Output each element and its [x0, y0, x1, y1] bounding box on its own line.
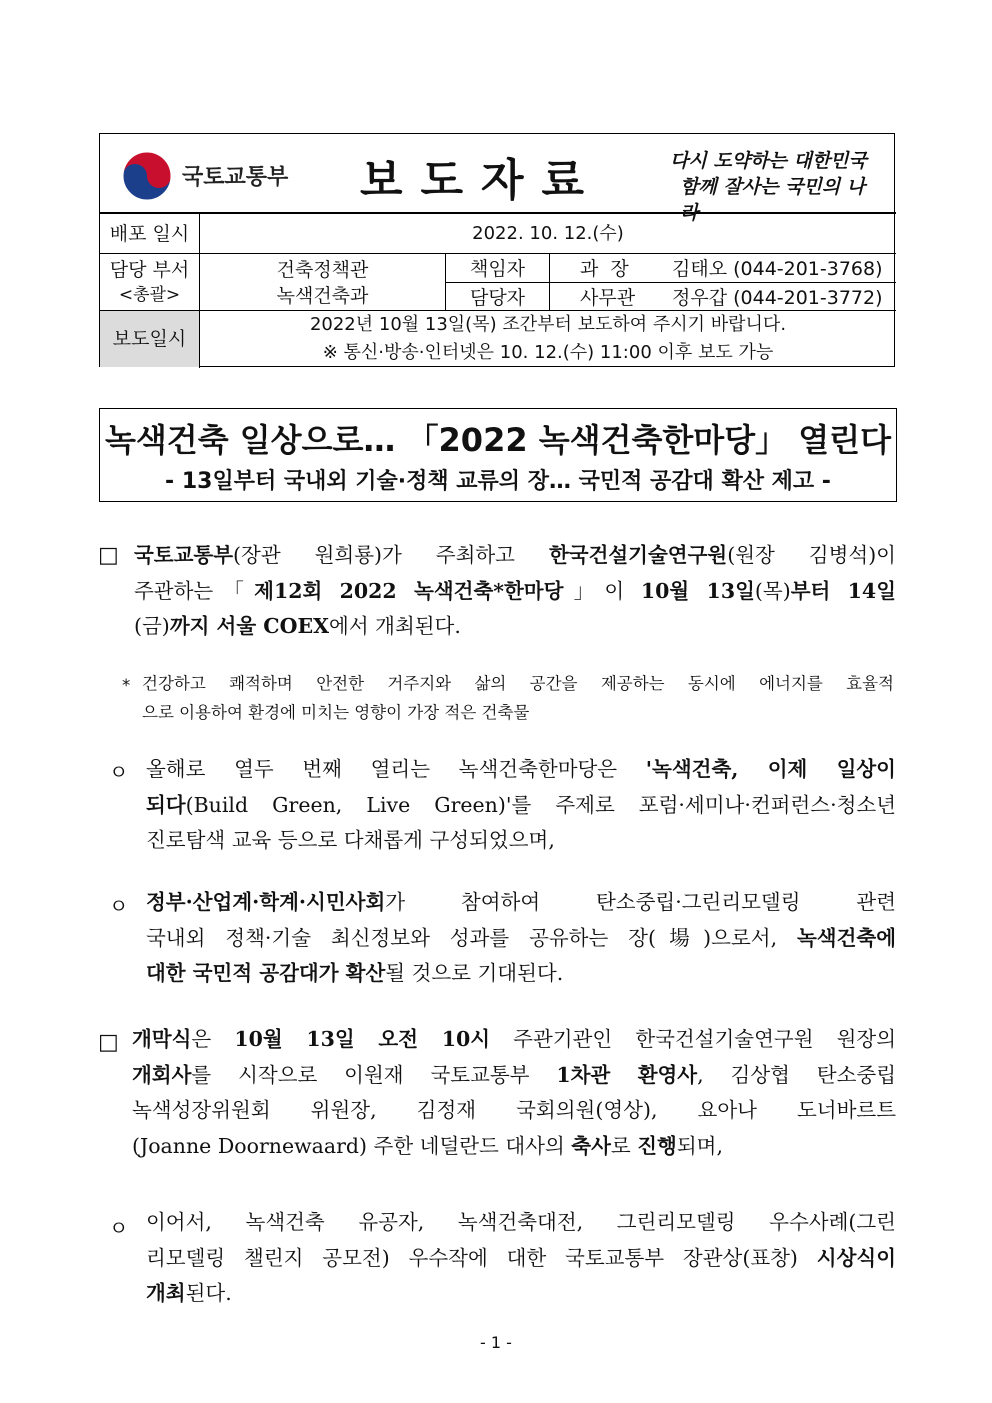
embargo-line-1: 2022년 10월 13일(목) 조간부터 보도하여 주시기 바랍니다. — [309, 314, 787, 335]
role-contact-person: 정우갑 (044-201-3772) — [672, 287, 883, 309]
paragraph-1-sub-1: 올해로 열두 번째 열리는 녹색건축한마당은 '녹색건축, 이제 일상이 되다(Build Green, Live Green)'를 주제로 포럼·세미나·컨퍼런스·청소년 진로탐색 교육 등으로 다채롭게 구성되었으며, — [146, 757, 896, 852]
government-slogan — [670, 148, 880, 226]
paragraph-2-sub-1: 이어서, 녹색건축 유공자, 녹색건축대전, 그린리모델링 우수사례(그린 리모델링 챌린지 공모전) 우수작에 대한 국토교통부 장관상(표창) 시상식이 개최된다. — [146, 1210, 896, 1305]
circle-bullet: ㅇ — [109, 894, 129, 918]
page-title: 보도자료 — [360, 155, 603, 206]
press-release-header — [99, 133, 895, 367]
moltm-taegeuk-logo-icon — [122, 151, 172, 201]
embargo-line-2: ※ 통신·방송·인터넷은 10. 12.(수) 11:00 이후 보도 가능 — [322, 342, 774, 363]
role-contact-label: 담당자 — [469, 287, 526, 309]
square-bullet: □ — [98, 543, 119, 568]
headline-title: 녹색건축 일상으로… 「2022 녹색건축한마당」 열린다 — [104, 421, 892, 459]
department-line-1: 건축정책관 — [276, 259, 369, 281]
role-contact-title: 사무관 — [580, 287, 636, 309]
report-time-label: 보도일시 — [112, 328, 187, 350]
department-line-2: 녹색건축과 — [276, 285, 369, 307]
paragraph-2: 개막식은 10월 13일 오전 10시 주관기관인 한국건설기술연구원 원장의 개회사를 시작으로 이원재 국토교통부 1차관 환영사, 김상협 탄소중립 녹색성장위원회 위원장, 김정재 국회의원(영상), 요아나 도너바르트 (Joanne Doornewaard) 주한 네덜란드 대사의 축사로 진행되며, — [132, 1027, 897, 1158]
headline-subtitle: - 13일부터 국내외 기술·정책 교류의 장… 국민적 공감대 확산 제고 - — [165, 469, 831, 494]
distribution-date: 2022. 10. 12.(수) — [472, 223, 624, 244]
page-number: - 1 - — [480, 1333, 512, 1352]
footnote: 건강하고 쾌적하며 안전한 거주지와 삶의 공간을 제공하는 동시에 에너지를 효율적 으로 이용하여 환경에 미치는 영향이 가장 적은 건축물 — [142, 674, 894, 722]
paragraph-1: 국토교통부(장관 원희룡)가 주최하고 한국건설기술연구원(원장 김병석)이 주관하는「제12회 2022 녹색건축*한마당」이 10월 13일(목)부터 14일 (금)까지 서울 COEX에서 개최된다. — [134, 543, 896, 638]
square-bullet: □ — [98, 1030, 119, 1055]
ministry-logo-text: 국토교통부 — [182, 165, 289, 190]
slogan-line-1: 다시 도약하는 대한민국 — [670, 150, 867, 172]
distribution-label: 배포 일시 — [109, 223, 190, 245]
circle-bullet: ㅇ — [109, 1216, 129, 1240]
note-asterisk: * — [122, 676, 131, 695]
headline-box — [99, 408, 897, 502]
circle-bullet: ㅇ — [109, 760, 129, 784]
role-responsible-title: 과 장 — [580, 258, 629, 280]
department-label: 담당 부서 — [109, 259, 190, 281]
role-responsible-person: 김태오 (044-201-3768) — [672, 258, 883, 280]
slogan-line-2: 함께 잘사는 국민의 나라 — [680, 176, 866, 224]
role-responsible-label: 책임자 — [469, 258, 526, 280]
department-sub-label: <총괄> — [118, 285, 181, 305]
paragraph-1-sub-2: 정부·산업계·학계·시민사회가 참여하여 탄소중립·그린리모델링 관련 국내외 정책·기술 최신정보와 성과를 공유하는 장(場)으로서, 녹색건축에 대한 국민적 공감대가 확산될 것으로 기대된다. — [146, 890, 896, 985]
